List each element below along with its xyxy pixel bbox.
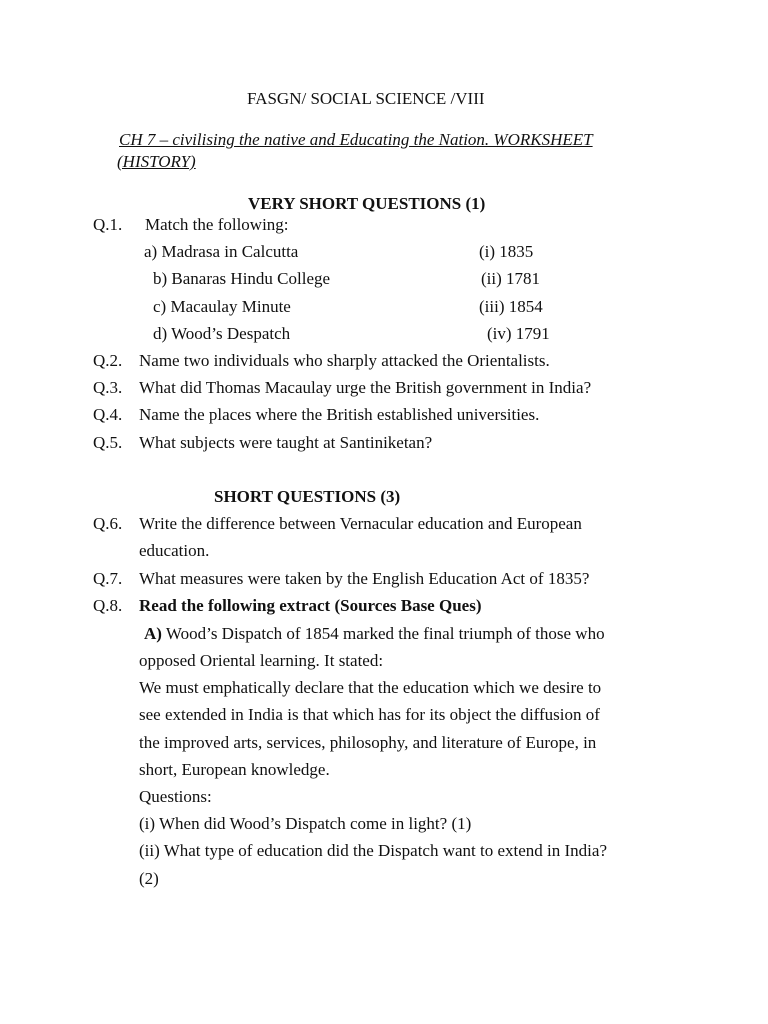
extract-line: opposed Oriental learning. It stated: (139, 651, 384, 670)
questions-label: Questions: (139, 787, 212, 806)
question-text: Name two individuals who sharply attacked the Orientalists. (139, 351, 550, 370)
extract-line: short, European knowledge. (139, 760, 330, 779)
short-heading: SHORT QUESTIONS (3) (214, 487, 401, 506)
question-number: Q.3. (93, 378, 123, 397)
question-text: Match the following: (145, 215, 289, 234)
match-left-item: b) Banaras Hindu College (153, 269, 331, 288)
extract-line: the improved arts, services, philosophy, and literature of Europe, in (139, 733, 597, 752)
match-right-item: (ii) 1781 (481, 269, 541, 288)
question-text: Read the following extract (Sources Base Ques) (139, 596, 482, 615)
question-text: What measures were taken by the English Education Act of 1835? (139, 569, 590, 588)
very-short-heading: VERY SHORT QUESTIONS (1) (248, 194, 486, 213)
part-label: A) (144, 624, 162, 643)
school-subject-line: FASGN/ SOCIAL SCIENCE /VIII (247, 89, 485, 108)
question-number: Q.8. (93, 596, 123, 615)
chapter-title-line1: CH 7 – civilising the native and Educating the Nation. WORKSHEET (119, 130, 593, 149)
marks-label: (2) (139, 869, 159, 888)
question-number: Q.6. (93, 514, 123, 533)
question-number: Q.2. (93, 351, 123, 370)
question-text: education. (139, 541, 210, 560)
match-right-item: (iv) 1791 (487, 324, 550, 343)
extract-line: see extended in India is that which has for its object the diffusion of (139, 705, 600, 724)
match-left-item: a) Madrasa in Calcutta (144, 242, 299, 261)
question-number: Q.4. (93, 405, 123, 424)
question-text: What subjects were taught at Santiniketan? (139, 433, 433, 452)
match-right-item: (i) 1835 (479, 242, 534, 261)
extract-line: We must emphatically declare that the education which we desire to (139, 678, 602, 697)
sub-question: (ii) What type of education did the Dispatch want to extend in India? (139, 841, 607, 860)
extract-line (144, 624, 605, 644)
extract-text: Wood’s Dispatch of 1854 marked the final triumph of those who (165, 624, 605, 643)
question-number: Q.7. (93, 569, 123, 588)
match-left-item: d) Wood’s Despatch (153, 324, 291, 343)
question-text: What did Thomas Macaulay urge the British government in India? (139, 378, 592, 397)
question-number: Q.5. (93, 433, 123, 452)
question-text: Name the places where the British established universities. (139, 405, 540, 424)
question-text: Write the difference between Vernacular education and European (139, 514, 582, 533)
match-right-item: (iii) 1854 (479, 297, 543, 316)
sub-question: (i) When did Wood’s Dispatch come in light? (1) (139, 814, 472, 833)
chapter-title-line2: (HISTORY) (117, 152, 196, 171)
match-left-item: c) Macaulay Minute (153, 297, 291, 316)
question-number: Q.1. (93, 215, 123, 234)
